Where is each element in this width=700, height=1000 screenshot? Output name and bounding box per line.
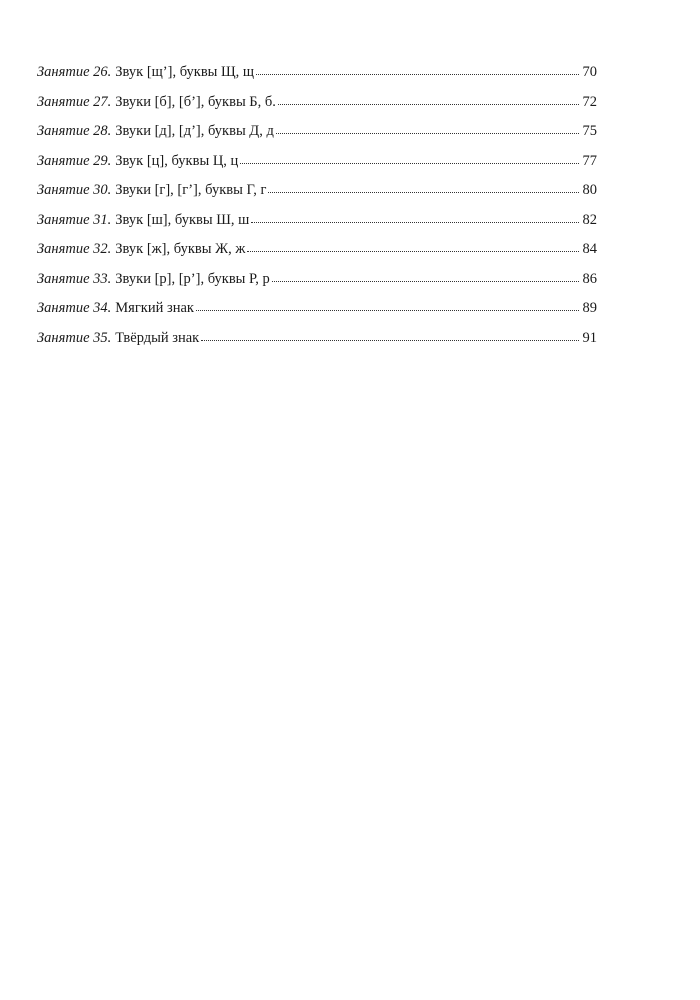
dot-leader <box>196 298 579 312</box>
dot-leader <box>278 92 579 106</box>
toc-entry-page: 91 <box>582 329 597 346</box>
toc-entry <box>37 88 597 118</box>
dot-leader <box>251 210 579 224</box>
toc-entry-lesson: Занятие 26. <box>37 64 112 80</box>
toc-entry-page: 72 <box>582 93 597 110</box>
toc-entry-page: 77 <box>582 152 597 169</box>
toc-entry-lesson: Занятие 35. <box>37 329 112 346</box>
toc-entry-lesson: Занятие 28. <box>37 123 112 139</box>
dot-leader <box>256 62 579 76</box>
toc-entry-page: 70 <box>582 64 597 80</box>
dot-leader <box>247 239 579 253</box>
toc-entry-lesson: Занятие 31. <box>37 211 112 228</box>
toc-entry-title: Звук [ц], буквы Ц, ц <box>115 152 239 169</box>
toc-entry-lesson: Занятие 27. <box>37 93 112 110</box>
toc-entry <box>37 294 597 324</box>
toc-entry-lesson: Занятие 32. <box>37 241 112 257</box>
toc-entry <box>37 58 597 88</box>
toc-entry <box>37 147 597 177</box>
dot-leader <box>201 328 579 342</box>
toc-entry-page: 75 <box>582 123 597 139</box>
toc-entry-page: 89 <box>582 300 597 316</box>
toc-entry-lesson: Занятие 30. <box>37 182 112 198</box>
toc-entry <box>37 117 597 147</box>
toc-entry-page: 80 <box>582 182 597 198</box>
dot-leader <box>276 121 579 135</box>
toc-entry-lesson: Занятие 29. <box>37 152 112 169</box>
toc-entry-title: Звуки [д], [д’], буквы Д, д <box>115 123 274 139</box>
toc-entry-page: 82 <box>582 211 597 228</box>
toc-entry-page: 84 <box>582 241 597 257</box>
toc-entry-title: Звуки [г], [г’], буквы Г, г <box>115 182 267 198</box>
dot-leader <box>268 180 579 194</box>
dot-leader <box>240 151 579 165</box>
toc-entry-title: Звук [ж], буквы Ж, ж <box>115 241 246 257</box>
toc-entry <box>37 235 597 265</box>
table-of-contents <box>37 58 597 353</box>
toc-entry-title: Звуки [р], [р’], буквы Р, р <box>115 270 270 287</box>
toc-entry-page: 86 <box>582 270 597 287</box>
toc-entry <box>37 324 597 354</box>
toc-entry-title: Мягкий знак <box>115 300 194 316</box>
toc-entry <box>37 265 597 295</box>
toc-entry <box>37 176 597 206</box>
toc-entry-lesson: Занятие 33. <box>37 270 112 287</box>
toc-entry-title: Твёрдый знак <box>115 329 200 346</box>
toc-entry-title: Звук [щ’], буквы Щ, щ <box>115 64 255 80</box>
toc-entry-lesson: Занятие 34. <box>37 300 112 316</box>
toc-entry-title: Звуки [б], [б’], буквы Б, б. <box>115 93 276 110</box>
dot-leader <box>272 269 579 283</box>
toc-entry <box>37 206 597 236</box>
toc-entry-title: Звук [ш], буквы Ш, ш <box>115 211 250 228</box>
